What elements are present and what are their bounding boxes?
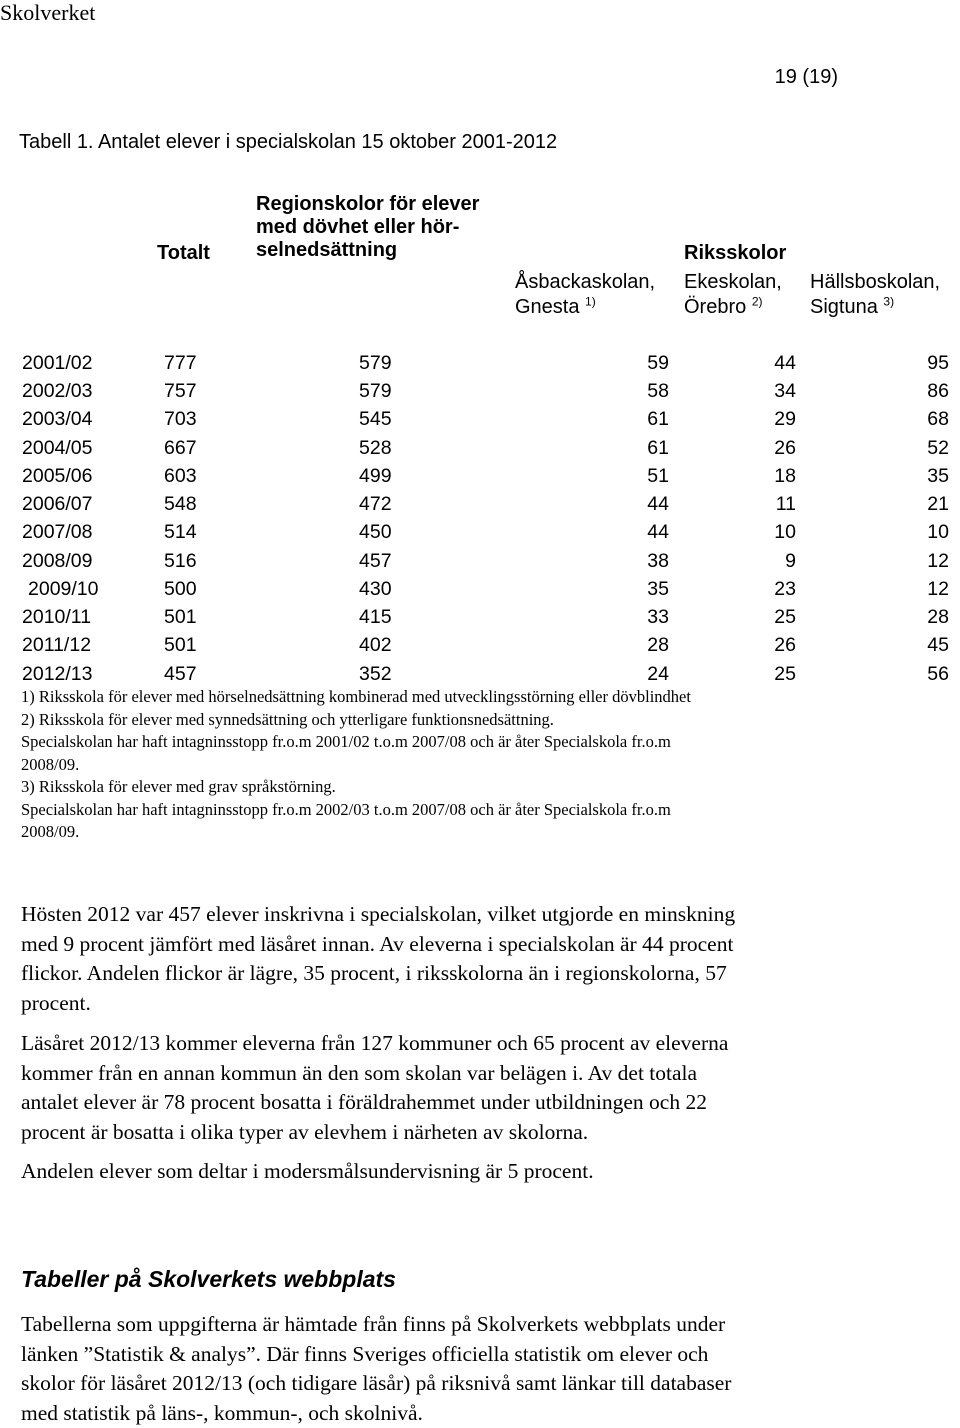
paragraph	[21, 1029, 921, 1147]
cell-ekeskolan: 18	[774, 465, 796, 487]
column-header-line: med dövhet eller hör-	[256, 216, 460, 238]
subheader-asbackaskolan	[515, 270, 655, 320]
cell-regionskolor: 457	[359, 550, 392, 572]
cell-ekeskolan: 23	[774, 578, 796, 600]
cell-totalt: 667	[164, 437, 197, 459]
paragraph-line: länken ”Statistik & analys”. Där finns Sveriges officiella statistik om elever och	[21, 1341, 709, 1366]
cell-ekeskolan: 26	[774, 437, 796, 459]
cell-ekeskolan: 25	[774, 606, 796, 628]
paragraph-line: Läsåret 2012/13 kommer eleverna från 127 kommuner och 65 procent av eleverna	[21, 1031, 729, 1055]
cell-hallsboskolan: 10	[927, 521, 949, 543]
cell-regionskolor: 579	[359, 352, 392, 374]
subheader-line	[810, 295, 940, 320]
table-row	[0, 408, 960, 436]
cell-totalt: 757	[164, 380, 197, 402]
paragraph-line: procent.	[21, 990, 91, 1015]
subheader-place: Sigtuna	[810, 296, 878, 318]
paragraph-line: flickor. Andelen flickor är lägre, 35 procent, i riksskolorna än i regionskolorna, 57	[21, 961, 727, 985]
column-header-line: selnedsättning	[256, 239, 398, 261]
cell-regionskolor: 472	[359, 493, 392, 515]
cell-asbackaskolan: 38	[647, 550, 669, 572]
paragraph-line: Hösten 2012 var 457 elever inskrivna i specialskolan, vilket utgjorde en minskning	[21, 902, 736, 926]
column-header-regionskolor	[256, 193, 479, 262]
table-title: Tabell 1. Antalet elever i specialskolan 15 oktober 2001-2012	[19, 131, 558, 153]
table-footnotes	[21, 686, 691, 844]
footnote-line: 1) Riksskola för elever med hörselnedsättning kombinerad med utvecklingsstörning eller dövblindhet	[21, 687, 691, 706]
cell-ekeskolan: 26	[774, 634, 796, 656]
paragraph-line: med 9 procent jämfört med läsåret innan. Av eleverna i specialskolan är 44 procent	[21, 931, 734, 956]
footnote-line: 3) Riksskola för elever med grav språkstörning.	[21, 777, 336, 796]
cell-year: 2011/12	[22, 634, 92, 656]
cell-regionskolor: 430	[359, 578, 392, 600]
cell-asbackaskolan: 35	[647, 578, 669, 600]
table-row	[0, 465, 960, 493]
cell-asbackaskolan: 61	[647, 408, 669, 430]
footnote-line: 2008/09.	[21, 754, 80, 774]
cell-asbackaskolan: 44	[647, 493, 669, 515]
column-header-totalt: Totalt	[157, 242, 210, 264]
paragraph	[21, 1310, 921, 1428]
paragraph-line: kommer från en annan kommun än den som skolan var belägen i. Av det totala	[21, 1060, 698, 1085]
cell-hallsboskolan: 12	[927, 550, 949, 572]
table-row	[0, 380, 960, 408]
subheader-place: Gnesta	[515, 296, 580, 318]
cell-hallsboskolan: 68	[927, 408, 949, 430]
cell-ekeskolan: 11	[775, 493, 796, 515]
cell-hallsboskolan: 56	[927, 663, 949, 685]
cell-hallsboskolan: 28	[927, 606, 949, 628]
cell-regionskolor: 499	[359, 465, 392, 487]
table-row	[0, 493, 960, 521]
cell-totalt: 516	[164, 550, 197, 572]
cell-ekeskolan: 44	[774, 352, 796, 374]
table-row	[0, 437, 960, 465]
cell-regionskolor: 402	[359, 634, 392, 656]
table-row	[0, 578, 960, 606]
column-header-line: Regionskolor för elever	[256, 193, 480, 215]
cell-totalt: 457	[164, 663, 197, 685]
cell-totalt: 603	[164, 465, 197, 487]
paragraph-line: procent är bosatta i olika typer av elevhem i närheten av skolorna.	[21, 1119, 589, 1144]
cell-totalt: 514	[164, 521, 197, 543]
cell-totalt: 703	[164, 408, 197, 430]
cell-asbackaskolan: 44	[647, 521, 669, 543]
subheader-place: Örebro	[684, 296, 747, 318]
subheader-ekeskolan	[684, 270, 782, 320]
paragraph-line: med statistik på läns-, kommun-, och skolnivå.	[21, 1400, 423, 1425]
cell-ekeskolan: 25	[774, 663, 796, 685]
subheader-line	[684, 295, 782, 320]
footnote-ref: 3)	[883, 294, 895, 309]
table-row	[0, 634, 960, 662]
subheader-line: Åsbackaskolan,	[515, 271, 656, 293]
cell-year: 2007/08	[22, 521, 93, 543]
cell-year: 2004/05	[22, 437, 93, 459]
cell-hallsboskolan: 95	[927, 352, 949, 374]
paragraph-line: skolor för läsåret 2012/13 (och tidigare läsår) på riksnivå samt länkar till databaser	[21, 1371, 732, 1395]
footnote-line: 2008/09.	[21, 822, 80, 841]
cell-totalt: 501	[164, 606, 197, 628]
cell-ekeskolan: 34	[774, 380, 796, 402]
paragraph-line: Tabellerna som uppgifterna är hämtade från finns på Skolverkets webbplats under	[21, 1312, 726, 1336]
cell-asbackaskolan: 59	[647, 352, 669, 374]
cell-regionskolor: 545	[359, 408, 392, 430]
cell-regionskolor: 528	[359, 437, 392, 459]
paragraph	[21, 900, 921, 1018]
cell-ekeskolan: 10	[774, 521, 796, 543]
table-row	[0, 352, 960, 380]
cell-year: 2002/03	[22, 380, 93, 402]
cell-ekeskolan: 29	[774, 408, 796, 430]
cell-hallsboskolan: 12	[927, 578, 949, 600]
cell-year: 2008/09	[22, 550, 93, 572]
cell-regionskolor: 415	[359, 606, 392, 628]
cell-hallsboskolan: 21	[927, 493, 949, 515]
cell-hallsboskolan: 35	[927, 465, 949, 487]
table-row	[0, 550, 960, 578]
cell-totalt: 777	[164, 352, 197, 374]
footnote-line: Specialskolan har haft intagninsstopp fr.o.m 2002/03 t.o.m 2007/08 och är åter Specialskola fr.o.m	[21, 799, 671, 819]
cell-totalt: 548	[164, 493, 197, 515]
cell-asbackaskolan: 28	[647, 634, 669, 656]
cell-asbackaskolan: 33	[647, 606, 669, 628]
paragraph-line: Andelen elever som deltar i modersmålsundervisning är 5 procent.	[21, 1159, 594, 1183]
cell-regionskolor: 450	[359, 521, 392, 543]
cell-hallsboskolan: 45	[927, 634, 949, 656]
cell-regionskolor: 352	[359, 663, 392, 685]
paragraph	[21, 1157, 921, 1187]
cell-ekeskolan: 9	[785, 550, 796, 572]
subheader-line: Ekeskolan,	[684, 271, 782, 293]
cell-totalt: 501	[164, 634, 197, 656]
paragraph-line: antalet elever är 78 procent bosatta i föräldrahemmet under utbildningen och 22	[21, 1090, 707, 1114]
column-header-riksskolor: Riksskolor	[684, 242, 787, 264]
cell-hallsboskolan: 86	[927, 380, 949, 402]
cell-asbackaskolan: 61	[647, 437, 669, 459]
subheader-hallsboskolan	[810, 270, 940, 320]
cell-asbackaskolan: 51	[647, 465, 669, 487]
footnote-ref: 1)	[585, 294, 596, 309]
cell-regionskolor: 579	[359, 380, 392, 402]
cell-hallsboskolan: 52	[927, 437, 949, 459]
table-row	[0, 606, 960, 634]
footnote-ref: 2)	[751, 294, 763, 309]
organization-name: Skolverket	[0, 0, 96, 25]
cell-year: 2012/13	[22, 663, 93, 685]
subheader-line: Hällsboskolan,	[810, 271, 941, 293]
cell-year: 2003/04	[22, 408, 93, 430]
table-row	[0, 521, 960, 549]
cell-year: 2006/07	[22, 493, 93, 515]
cell-asbackaskolan: 58	[647, 380, 669, 402]
footnote-line: 2) Riksskola för elever med synnedsättning och ytterligare funktionsnedsättning.	[21, 709, 554, 729]
subheader-line	[515, 295, 655, 320]
cell-year: 2009/10	[28, 578, 99, 600]
cell-year: 2010/11	[22, 606, 92, 628]
cell-year: 2005/06	[22, 465, 93, 487]
page-number: 19 (19)	[774, 66, 838, 88]
section-heading: Tabeller på Skolverkets webbplats	[21, 1266, 396, 1292]
cell-totalt: 500	[164, 578, 197, 600]
cell-asbackaskolan: 24	[647, 663, 669, 685]
footnote-line: Specialskolan har haft intagninsstopp fr.o.m 2001/02 t.o.m 2007/08 och är åter Specialskola fr.o.m	[21, 732, 671, 751]
cell-year: 2001/02	[22, 352, 93, 374]
